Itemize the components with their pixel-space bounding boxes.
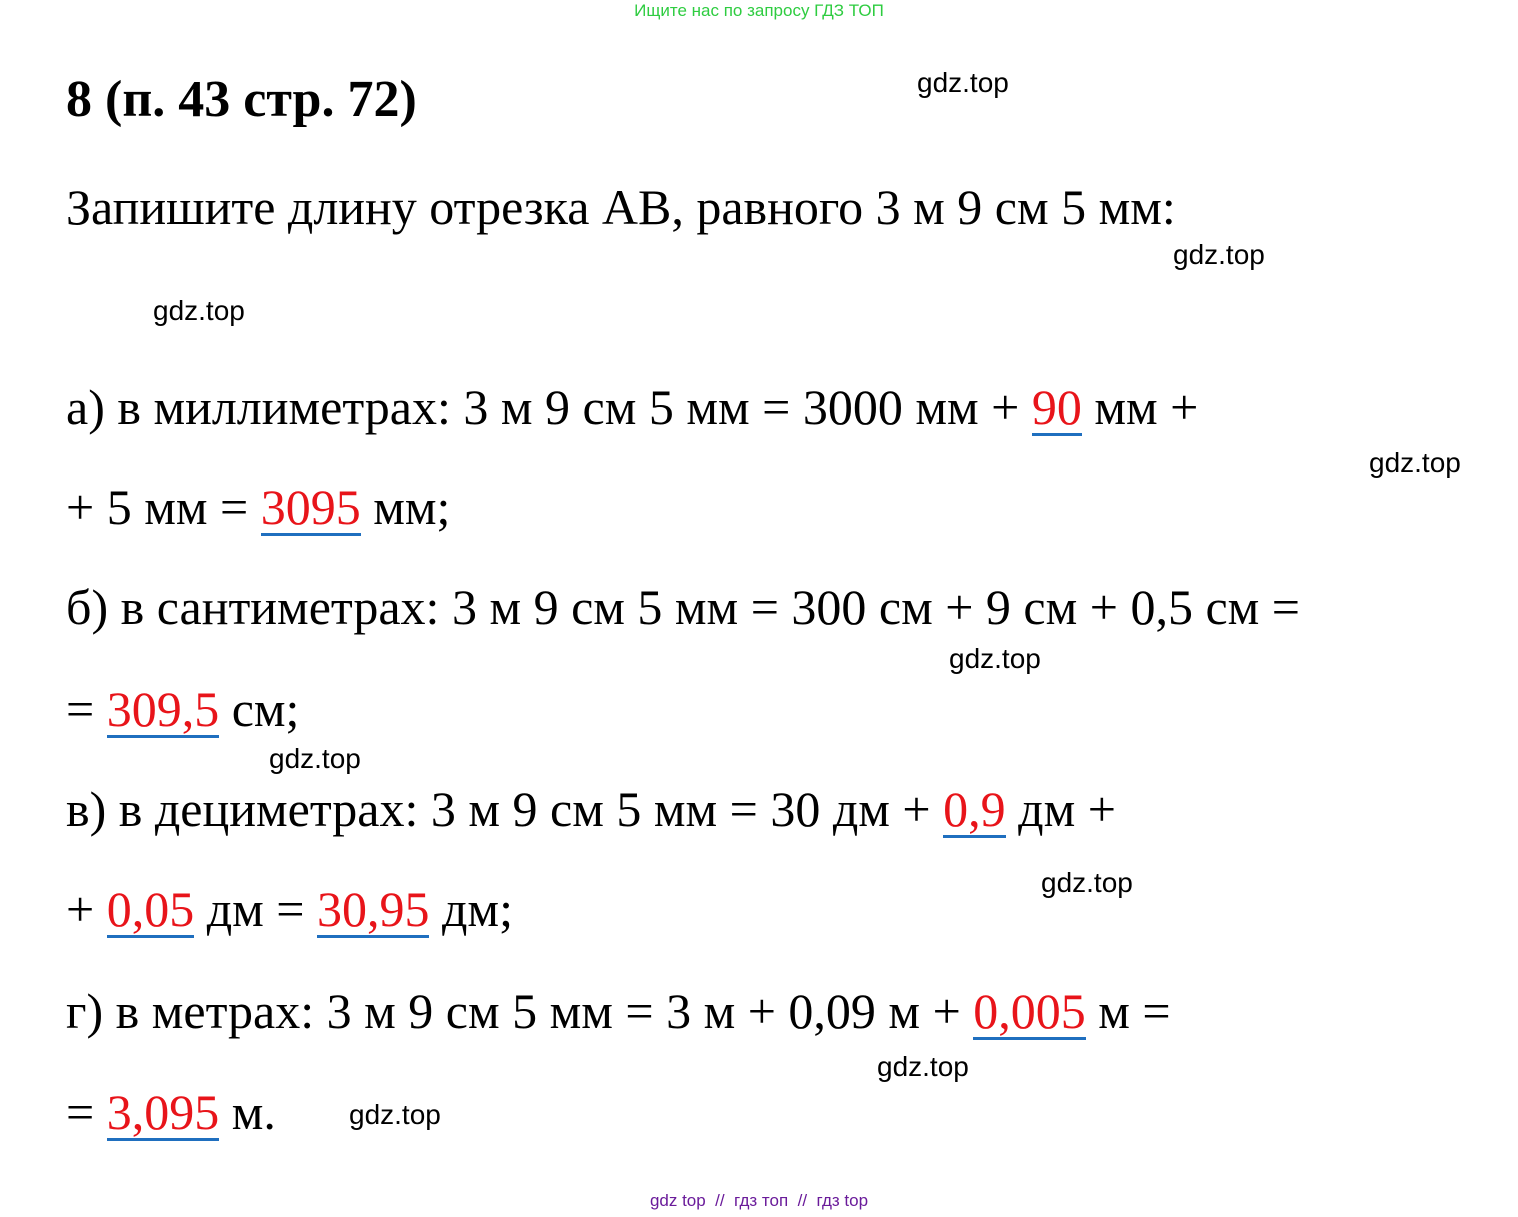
part-d-text: = (66, 1084, 107, 1140)
part-d-text: м = (1085, 983, 1171, 1039)
answer-value: 0,005 (973, 983, 1086, 1039)
answer-value: 0,05 (106, 881, 195, 937)
part-a-text: мм + (1081, 379, 1199, 435)
part-c-line-1 (66, 780, 1116, 838)
page-title: 8 (п. 43 стр. 72) (66, 71, 417, 128)
watermark: gdz.top (877, 1051, 969, 1082)
part-d-text: г) в метрах: 3 м 9 см 5 мм = 3 м + 0,09 м + (66, 983, 974, 1039)
part-a-text: мм; (360, 479, 451, 535)
part-c-text: дм = (194, 881, 317, 937)
part-a-line-1 (66, 378, 1198, 436)
answer-value: 3095 (260, 479, 361, 535)
part-a-line-2 (66, 478, 450, 536)
watermark: gdz.top (153, 295, 245, 326)
answer-value: 309,5 (106, 681, 220, 737)
part-b-text: = (66, 681, 107, 737)
part-c-text: + (66, 881, 107, 937)
part-a-text: + 5 мм = (66, 479, 261, 535)
part-b-line-2 (66, 680, 299, 738)
part-d-text: м. (219, 1084, 276, 1140)
watermark: gdz.top (1041, 867, 1133, 898)
watermark: gdz.top (269, 743, 361, 774)
part-c-text: в) в дециметрах: 3 м 9 см 5 мм = 30 дм + (66, 781, 944, 837)
part-d-line-1 (66, 982, 1171, 1040)
task-statement: Запишите длину отрезка АВ, равного 3 м 9 см 5 мм: (66, 179, 1176, 235)
part-b-text: см; (219, 681, 300, 737)
answer-value: 30,95 (316, 881, 430, 937)
watermark: gdz.top (917, 67, 1009, 98)
watermark: gdz.top (349, 1099, 441, 1130)
watermark: gdz.top (1173, 239, 1265, 270)
watermark: gdz.top (949, 643, 1041, 674)
answer-value: 0,9 (943, 781, 1006, 837)
top-banner: Ищите нас по запросу ГДЗ ТОП (634, 1, 884, 20)
part-c-text: дм + (1005, 781, 1116, 837)
watermark: gdz.top (1369, 447, 1461, 478)
part-d-line-2 (66, 1083, 276, 1141)
part-a-text: а) в миллиметрах: 3 м 9 см 5 мм = 3000 мм + (66, 379, 1032, 435)
part-c-text: дм; (429, 881, 513, 937)
part-b-line-1: б) в сантиметрах: 3 м 9 см 5 мм = 300 см + 9 см + 0,5 см = (66, 579, 1300, 635)
part-c-line-2 (66, 880, 513, 938)
footer-text: gdz top // гдз топ // гдз top (649, 1191, 869, 1210)
answer-value: 3,095 (106, 1084, 220, 1140)
answer-value: 90 (1031, 379, 1082, 435)
